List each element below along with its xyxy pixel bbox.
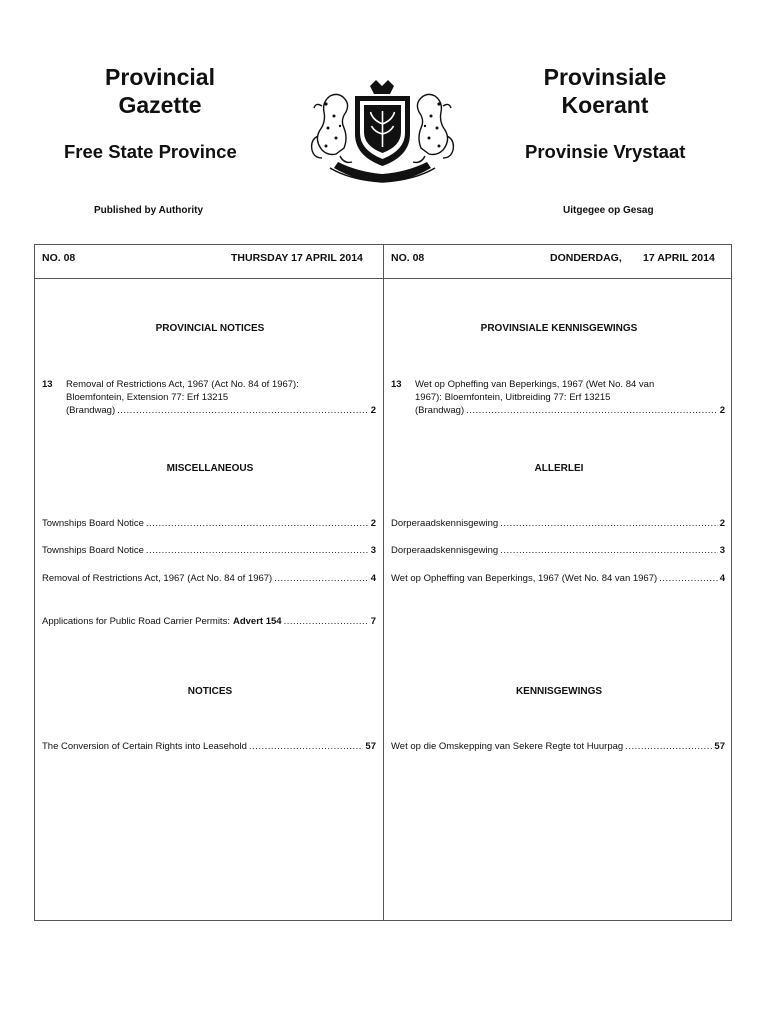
page-number: 57 [365,741,376,752]
notice-text-line: (Brandwag) [66,405,116,416]
contents-label: Dorperaadskennisgewing [391,518,499,529]
notice-text-line-with-page [415,404,725,417]
notice-number: 13 [391,379,402,390]
province-name-english: Free State Province [64,141,237,162]
contents-label: Applications for Public Road Carrier Permits: [42,616,230,627]
page-number: 7 [370,616,376,627]
contents-label: Townships Board Notice [42,518,144,529]
contents-row-permits [42,616,376,627]
leader-dots [466,404,718,417]
section-heading-provincial-notices: PROVINCIAL NOTICES [155,323,265,334]
contents-label: Removal of Restrictions Act, 1967 (Act No. 84 of 1967) [42,573,273,584]
page-number: 2 [370,405,376,416]
section-heading-miscellaneous: MISCELLANEOUS [166,463,254,474]
notice-number: 13 [42,379,53,390]
page-number: 4 [719,573,725,584]
issue-date-right: 17 APRIL 2014 [643,252,715,264]
page-number: 2 [719,518,725,529]
gazette-title-afrikaans [505,63,705,119]
contents-label: Wet op Opheffing van Beperkings, 1967 (Wet No. 84 van 1967) [391,573,658,584]
leader-dots [284,616,369,627]
title-line-provinsiale: Provinsiale [543,64,667,90]
section-heading-kennisgewings: KENNISGEWINGS [515,686,603,697]
section-heading-provinsiale-kennisgewings: PROVINSIALE KENNISGEWINGS [480,323,638,334]
leader-dots [249,741,364,752]
page-number: 4 [370,573,376,584]
uitgegee-op-gesag: Uitgegee op Gesag [563,205,654,216]
contents-row [42,573,376,584]
page-number: 3 [719,545,725,556]
contents-label: The Conversion of Certain Rights into Leasehold [42,741,247,752]
contents-row [391,573,725,584]
contents-label: Dorperaadskennisgewing [391,545,499,556]
notice-text-line: Bloemfontein, Extension 77: Erf 13215 [66,392,229,403]
issue-number-left: NO. 08 [42,252,76,264]
provincial-notice-entry [66,378,376,417]
issue-number-right: NO. 08 [391,252,425,264]
contents-row [42,741,376,752]
title-line-provincial: Provincial [105,64,215,90]
contents-row [391,518,725,529]
page-number: 3 [370,545,376,556]
issue-date-left: THURSDAY 17 APRIL 2014 [231,252,363,264]
notice-text-line: (Brandwag) [415,405,465,416]
leader-dots [500,518,717,529]
page-number: 2 [370,518,376,529]
contents-label: Wet op die Omskepping van Sekere Regte tot Huurpag [391,741,624,752]
coat-of-arms-icon [300,76,465,186]
leader-dots [146,545,369,556]
issue-header-rule [34,278,732,279]
notice-text-line: Removal of Restrictions Act, 1967 (Act No. 84 of 1967): [66,379,299,390]
issue-day-right: DONDERDAG, [550,252,622,264]
leader-dots [146,518,369,529]
advert-number: Advert 154 [232,616,282,627]
gazette-title-english [60,63,260,119]
provincial-notice-entry-afrikaans [415,378,725,417]
leader-dots [625,741,712,752]
column-divider [383,244,384,921]
section-heading-allerlei: ALLERLEI [534,463,584,474]
leader-dots [659,573,718,584]
leader-dots [274,573,368,584]
title-line-koerant: Koerant [561,92,649,118]
page-number: 2 [719,405,725,416]
contents-row [42,518,376,529]
notice-text-line-with-page [66,404,376,417]
notice-text-line: 1967): Bloemfontein, Uitbreiding 77: Erf 13215 [415,392,611,403]
page-number: 57 [714,741,725,752]
province-name-afrikaans: Provinsie Vrystaat [525,141,686,162]
leader-dots [117,404,369,417]
notice-text-line: Wet op Opheffing van Beperkings, 1967 (Wet No. 84 van [415,379,655,390]
leader-dots [500,545,717,556]
contents-row [42,545,376,556]
title-line-gazette: Gazette [118,92,202,118]
contents-row [391,545,725,556]
section-heading-notices: NOTICES [187,686,233,697]
published-by-authority: Published by Authority [94,205,204,216]
contents-row [391,741,725,752]
contents-label: Townships Board Notice [42,545,144,556]
